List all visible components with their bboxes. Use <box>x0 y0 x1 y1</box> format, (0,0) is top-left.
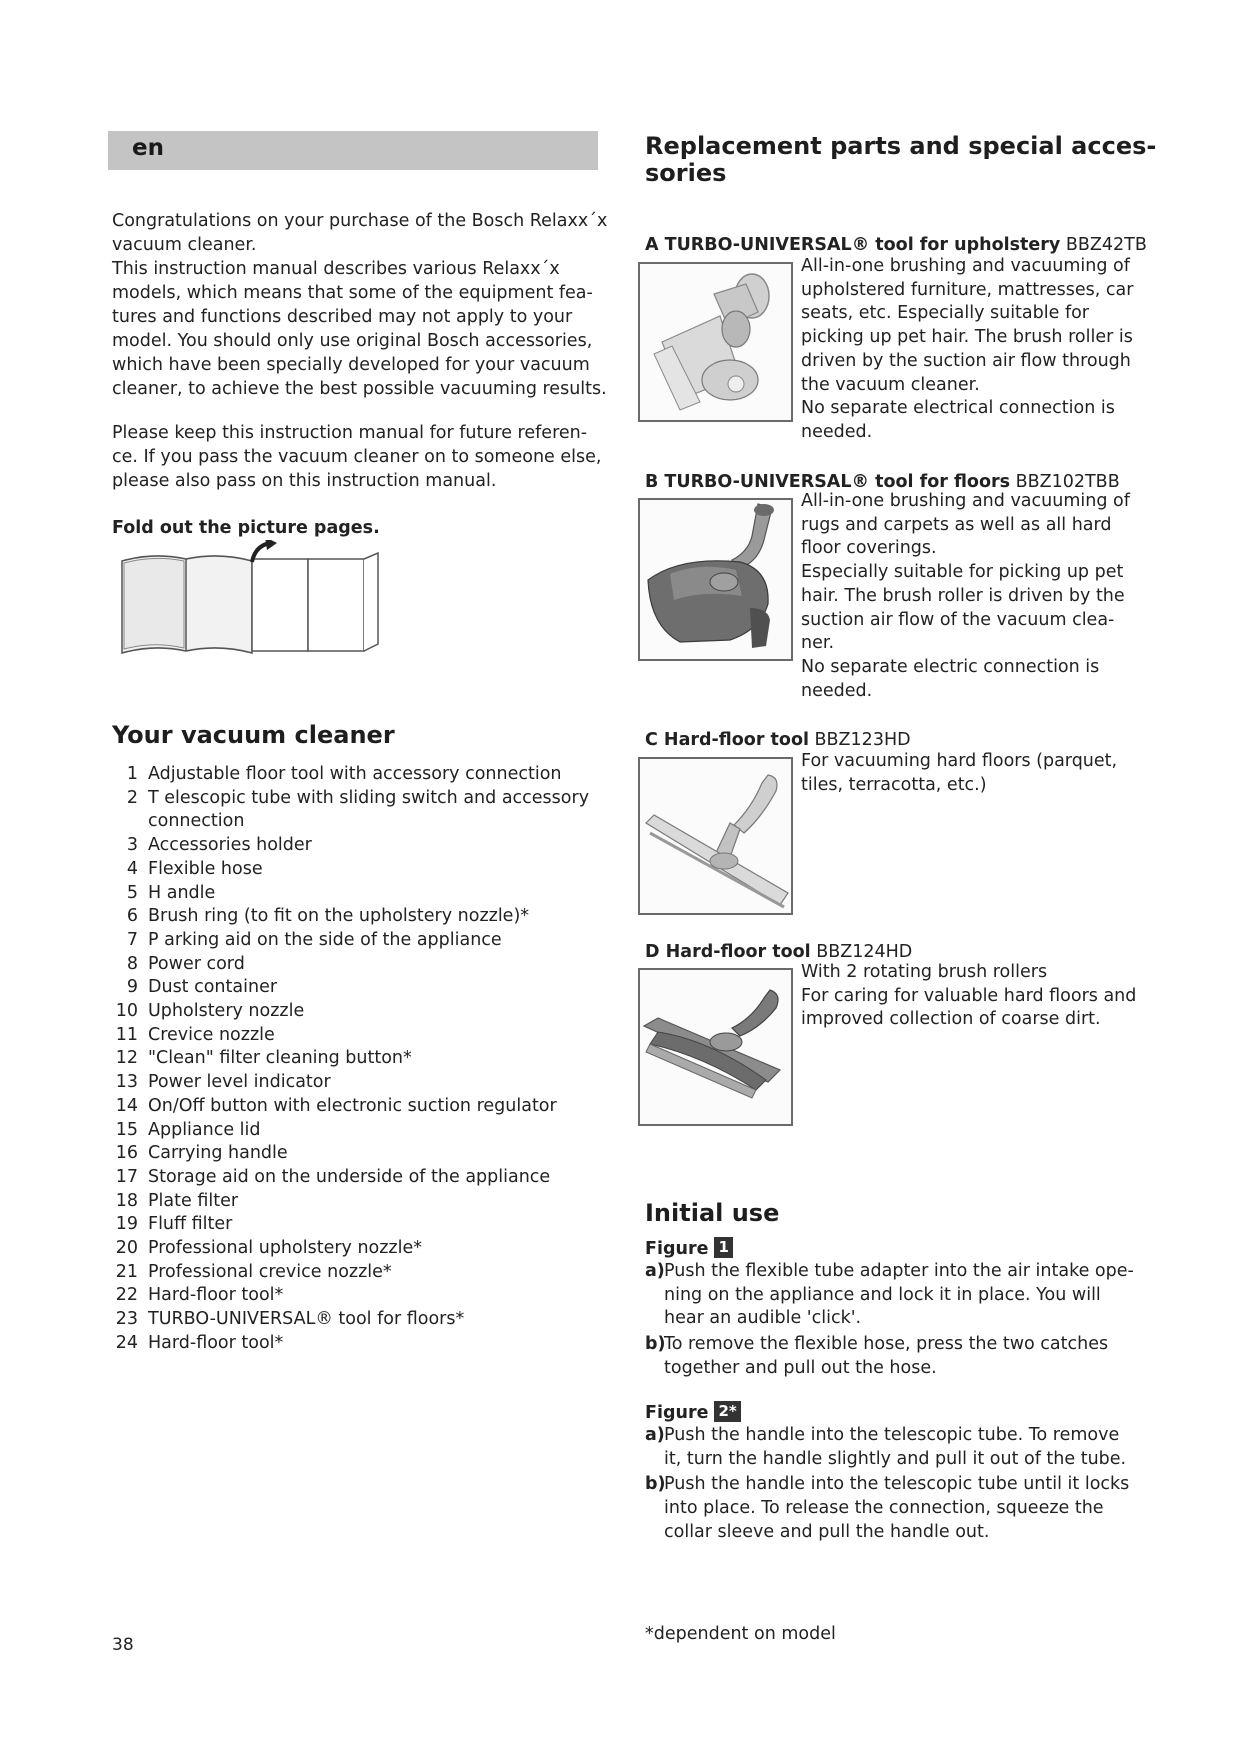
part-number: 14 <box>115 1095 138 1116</box>
accessory-b-description <box>801 490 1141 703</box>
accessory-c-description <box>801 750 1141 797</box>
part-label: Upholstery nozzle <box>148 1001 305 1022</box>
intro-line: cleaner, to achieve the best possible vacuuming results. <box>112 379 607 399</box>
parts-list-item <box>112 1047 612 1071</box>
part-number: 4 <box>126 858 138 879</box>
part-label: T elescopic tube with sliding switch and accessory connection <box>148 787 590 832</box>
parts-list-item <box>112 1024 612 1048</box>
parts-list-item <box>112 976 612 1000</box>
part-label: H andle <box>148 882 216 903</box>
part-label: Dust container <box>148 977 278 998</box>
accessory-paragraph: All-in-one brushing and vacuuming of rugs and carpets as well as all hard floor coverings. <box>801 491 1130 559</box>
part-label: Accessories holder <box>148 835 312 856</box>
accessory-a-title <box>645 234 1147 256</box>
accessory-b-image <box>638 498 793 661</box>
parts-list-item <box>112 1190 612 1214</box>
fold-out-note: Fold out the picture pages. <box>112 518 380 538</box>
parts-list-item <box>112 1071 612 1095</box>
intro-paragraph-2 <box>112 421 612 493</box>
accessory-a-image <box>638 262 793 422</box>
step-key: b) <box>645 1474 666 1495</box>
step-key: a) <box>645 1425 665 1445</box>
part-number: 23 <box>115 1309 138 1330</box>
instruction-step <box>645 1333 1135 1380</box>
part-label: P arking aid on the side of the appliance <box>148 929 502 950</box>
part-label: Fluff filter <box>148 1214 233 1235</box>
step-text: Push the flexible tube adapter into the air intake ope- ning on the appliance and lock it in place. You will hear an audible 'click'. <box>664 1261 1134 1329</box>
parts-list-item <box>112 1308 612 1332</box>
step-text: Push the handle into the telescopic tube. To remove it, turn the handle slightly and pull it out of the tube. <box>664 1425 1127 1469</box>
part-label: Professional crevice nozzle* <box>148 1261 392 1282</box>
parts-list-item <box>112 1237 612 1261</box>
part-number: 13 <box>115 1072 138 1093</box>
intro-line: models, which means that some of the equipment fea- <box>112 283 593 303</box>
part-label: Power cord <box>148 953 245 974</box>
fold-out-illustration <box>114 540 394 670</box>
accessory-paragraph: No separate electrical connection is needed. <box>801 398 1115 442</box>
figure-number-badge: 2* <box>714 1401 740 1422</box>
parts-list-item <box>112 929 612 953</box>
parts-list-item <box>112 1000 612 1024</box>
accessory-name: C Hard-floor tool <box>645 730 809 750</box>
part-label: Storage aid on the underside of the appliance <box>148 1166 551 1187</box>
part-label: On/Off button with electronic suction regulator <box>148 1095 557 1116</box>
step-key: a) <box>645 1261 665 1281</box>
part-number: 24 <box>115 1332 138 1353</box>
intro-line: which have been specially developed for your vacuum <box>112 355 590 375</box>
part-number: 3 <box>126 835 138 856</box>
parts-list-item <box>112 858 612 882</box>
accessory-d-description <box>801 961 1141 1032</box>
step-key: b) <box>645 1334 666 1355</box>
accessory-a-description <box>801 255 1141 445</box>
instruction-step <box>645 1473 1135 1544</box>
parts-list <box>112 763 612 1356</box>
part-label: Hard-floor tool* <box>148 1332 284 1353</box>
accessory-c-title <box>645 729 911 751</box>
accessory-paragraph: All-in-one brushing and vacuuming of upholstered furniture, mattresses, car seats, etc. Especially suitable for picking up pet hair. The brush roller is driven by the suction air flow through the vacuum cleaner. <box>801 256 1134 395</box>
parts-list-item <box>112 1213 612 1237</box>
figure-2-block <box>645 1401 1135 1545</box>
part-number: 17 <box>115 1166 138 1187</box>
parts-list-item <box>112 763 612 787</box>
parts-list-item <box>112 882 612 906</box>
part-label: Plate filter <box>148 1190 239 1211</box>
part-label: Flexible hose <box>148 858 263 879</box>
part-number: 20 <box>115 1238 138 1259</box>
parts-list-item <box>112 1284 612 1308</box>
part-number: 7 <box>126 929 138 950</box>
intro-line: ce. If you pass the vacuum cleaner on to someone else, <box>112 447 602 467</box>
accessory-name: A TURBO-UNIVERSAL® tool for upholstery <box>645 235 1061 255</box>
parts-list-item <box>112 905 612 929</box>
figure-number-badge: 1 <box>714 1237 732 1258</box>
part-label: Adjustable floor tool with accessory connection <box>148 764 562 784</box>
part-label: Hard-floor tool* <box>148 1285 284 1306</box>
part-label: Appliance lid <box>148 1119 261 1140</box>
intro-line: This instruction manual describes various Relaxx´x <box>112 259 560 279</box>
part-label: Professional upholstery nozzle* <box>148 1238 423 1259</box>
parts-list-item <box>112 834 612 858</box>
accessory-paragraph: With 2 rotating brush rollers <box>801 962 1048 982</box>
instruction-step <box>645 1424 1135 1471</box>
intro-paragraph-1 <box>112 209 612 401</box>
parts-list-item <box>112 1119 612 1143</box>
part-number: 19 <box>115 1214 138 1235</box>
parts-list-item <box>112 1142 612 1166</box>
accessory-paragraph: For caring for valuable hard floors and improved collection of coarse dirt. <box>801 985 1137 1030</box>
part-label: Carrying handle <box>148 1143 288 1164</box>
accessory-d-title <box>645 941 912 963</box>
part-number: 18 <box>115 1190 138 1211</box>
accessory-paragraph: For vacuuming hard floors (parquet, tiles, terracotta, etc.) <box>801 751 1118 795</box>
parts-list-item <box>112 1332 612 1356</box>
figure-1-block <box>645 1237 1135 1381</box>
figure-1-label <box>645 1237 1135 1260</box>
step-text: Push the handle into the telescopic tube until it locks into place. To release the connection, squeeze the collar sleeve and pull the handle out. <box>664 1474 1130 1542</box>
parts-list-item <box>112 1095 612 1119</box>
figure-2-label <box>645 1401 1135 1424</box>
part-number: 22 <box>115 1285 138 1306</box>
intro-line: Congratulations on your purchase of the Bosch Relaxx´x <box>112 211 608 231</box>
part-number: 11 <box>115 1024 138 1045</box>
part-number: 2 <box>126 787 138 808</box>
part-number: 9 <box>126 977 138 998</box>
part-number: 8 <box>126 953 138 974</box>
part-number: 12 <box>115 1048 138 1069</box>
page-number: 38 <box>112 1635 134 1655</box>
title-line: Replacement parts and special acces- <box>645 132 1157 160</box>
intro-line: vacuum cleaner. <box>112 235 257 255</box>
title-line: sories <box>645 159 727 187</box>
figure-label-text: Figure <box>645 1403 709 1423</box>
part-number: 21 <box>115 1261 138 1282</box>
accessory-name: D Hard-floor tool <box>645 942 811 962</box>
accessory-code: BBZ102TBB <box>1015 472 1120 492</box>
part-number: 6 <box>126 906 138 927</box>
parts-list-item <box>112 787 612 834</box>
section-title-your-vacuum-cleaner: Your vacuum cleaner <box>112 721 395 749</box>
intro-line: model. You should only use original Bosch accessories, <box>112 331 593 351</box>
part-number: 10 <box>115 1001 138 1022</box>
accessory-paragraph: Especially suitable for picking up pet hair. The brush roller is driven by the suction air flow of the vacuum clea- ner. <box>801 562 1125 654</box>
section-title-initial-use: Initial use <box>645 1199 780 1227</box>
part-label: Power level indicator <box>148 1072 331 1093</box>
parts-list-item <box>112 953 612 977</box>
accessory-code: BBZ42TB <box>1065 235 1147 255</box>
parts-list-item <box>112 1261 612 1285</box>
accessory-paragraph: No separate electric connection is needed. <box>801 656 1100 701</box>
language-code: en <box>132 135 164 161</box>
part-label: Brush ring (to fit on the upholstery nozzle)* <box>148 906 530 927</box>
accessory-c-image <box>638 757 793 915</box>
parts-list-item <box>112 1166 612 1190</box>
part-label: Crevice nozzle <box>148 1024 275 1045</box>
accessory-d-image <box>638 968 793 1126</box>
step-text: To remove the flexible hose, press the two catches together and pull out the hose. <box>664 1334 1109 1378</box>
figure-label-text: Figure <box>645 1239 709 1259</box>
part-number: 5 <box>126 882 138 903</box>
section-title-replacement-parts <box>645 133 1165 187</box>
part-number: 15 <box>115 1119 138 1140</box>
intro-line: Please keep this instruction manual for future referen- <box>112 423 588 443</box>
part-label: TURBO-UNIVERSAL® tool for floors* <box>148 1309 465 1330</box>
part-number: 1 <box>126 764 138 784</box>
instruction-step <box>645 1260 1135 1331</box>
intro-line: tures and functions described may not apply to your <box>112 307 573 327</box>
intro-line: please also pass on this instruction manual. <box>112 471 497 491</box>
part-number: 16 <box>115 1143 138 1164</box>
accessory-code: BBZ124HD <box>816 942 913 962</box>
accessory-code: BBZ123HD <box>814 730 911 750</box>
accessory-name: B TURBO-UNIVERSAL® tool for floors <box>645 472 1011 492</box>
footnote: *dependent on model <box>645 1624 836 1644</box>
part-label: "Clean" filter cleaning button* <box>148 1048 412 1069</box>
language-header-bar <box>108 131 598 170</box>
